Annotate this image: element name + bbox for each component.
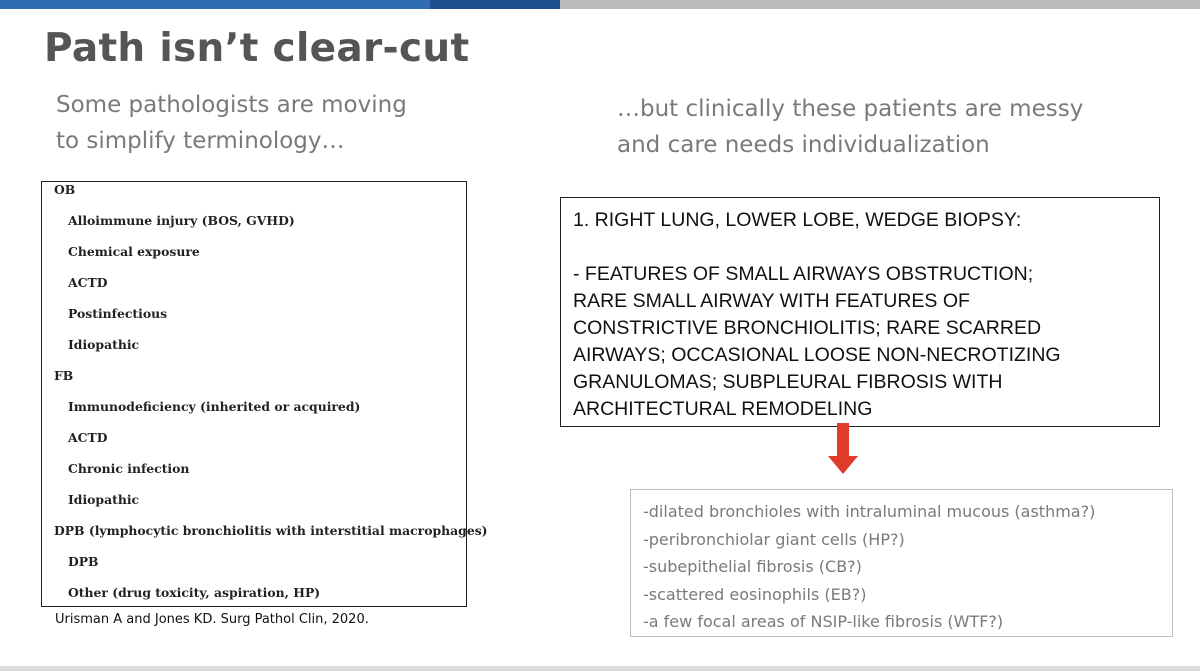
top-gray-bar <box>560 0 1200 9</box>
down-arrow-shaft <box>837 423 849 457</box>
list-subitem: Postinfectious <box>68 306 168 321</box>
right-subtitle-line: and care needs individualization <box>617 132 990 158</box>
biopsy-line: - FEATURES OF SMALL AIRWAYS OBSTRUCTION; <box>573 263 1034 285</box>
list-category: FB <box>54 368 74 383</box>
classification-list-box <box>41 181 488 607</box>
biopsy-line: AIRWAYS; OCCASIONAL LOOSE NON-NECROTIZING <box>573 344 1061 366</box>
list-subitem: Alloimmune injury (BOS, GVHD) <box>68 213 295 228</box>
top-accent-bar-dark <box>430 0 560 9</box>
bottom-edge <box>0 666 1200 671</box>
findings-box <box>630 489 1173 637</box>
finding-item: -peribronchiolar giant cells (HP?) <box>643 529 905 549</box>
biopsy-report-box <box>560 197 1160 427</box>
down-arrow-icon <box>828 456 858 474</box>
left-subtitle-line: Some pathologists are moving <box>56 92 407 118</box>
biopsy-heading: 1. RIGHT LUNG, LOWER LOBE, WEDGE BIOPSY: <box>573 209 1022 231</box>
citation: Urisman A and Jones KD. Surg Pathol Clin, 2020. <box>55 612 369 627</box>
slide-title: Path isn’t clear-cut <box>44 26 470 71</box>
list-category: OB <box>54 182 76 197</box>
left-subtitle-line: to simplify terminology… <box>56 128 345 154</box>
list-subitem: Chemical exposure <box>68 244 200 259</box>
biopsy-line: RARE SMALL AIRWAY WITH FEATURES OF <box>573 290 970 312</box>
list-subitem: Immunodeficiency (inherited or acquired) <box>68 399 361 414</box>
list-subitem: ACTD <box>68 430 108 445</box>
finding-item: -scattered eosinophils (EB?) <box>643 584 867 604</box>
right-subtitle <box>617 91 1083 163</box>
biopsy-spacer <box>573 234 1149 261</box>
finding-item: -a few focal areas of NSIP-like fibrosis (WTF?) <box>643 612 1004 632</box>
biopsy-line: CONSTRICTIVE BRONCHIOLITIS; RARE SCARRED <box>573 317 1042 339</box>
list-category: DPB (lymphocytic bronchiolitis with interstitial macrophages) <box>54 523 488 538</box>
biopsy-line: GRANULOMAS; SUBPLEURAL FIBROSIS WITH <box>573 371 1003 393</box>
list-subitem: Chronic infection <box>68 461 190 476</box>
right-subtitle-line: …but clinically these patients are messy <box>617 96 1084 122</box>
list-subitem: ACTD <box>68 275 108 290</box>
biopsy-line: ARCHITECTURAL REMODELING <box>573 398 873 420</box>
list-subitem: Other (drug toxicity, aspiration, HP) <box>68 585 321 600</box>
left-subtitle <box>56 87 407 159</box>
finding-item: -dilated bronchioles with intraluminal mucous (asthma?) <box>643 502 1096 521</box>
finding-item: -subepithelial fibrosis (CB?) <box>643 557 862 577</box>
list-subitem: Idiopathic <box>68 492 140 507</box>
list-subitem: Idiopathic <box>68 337 140 352</box>
list-subitem: DPB <box>68 554 99 569</box>
